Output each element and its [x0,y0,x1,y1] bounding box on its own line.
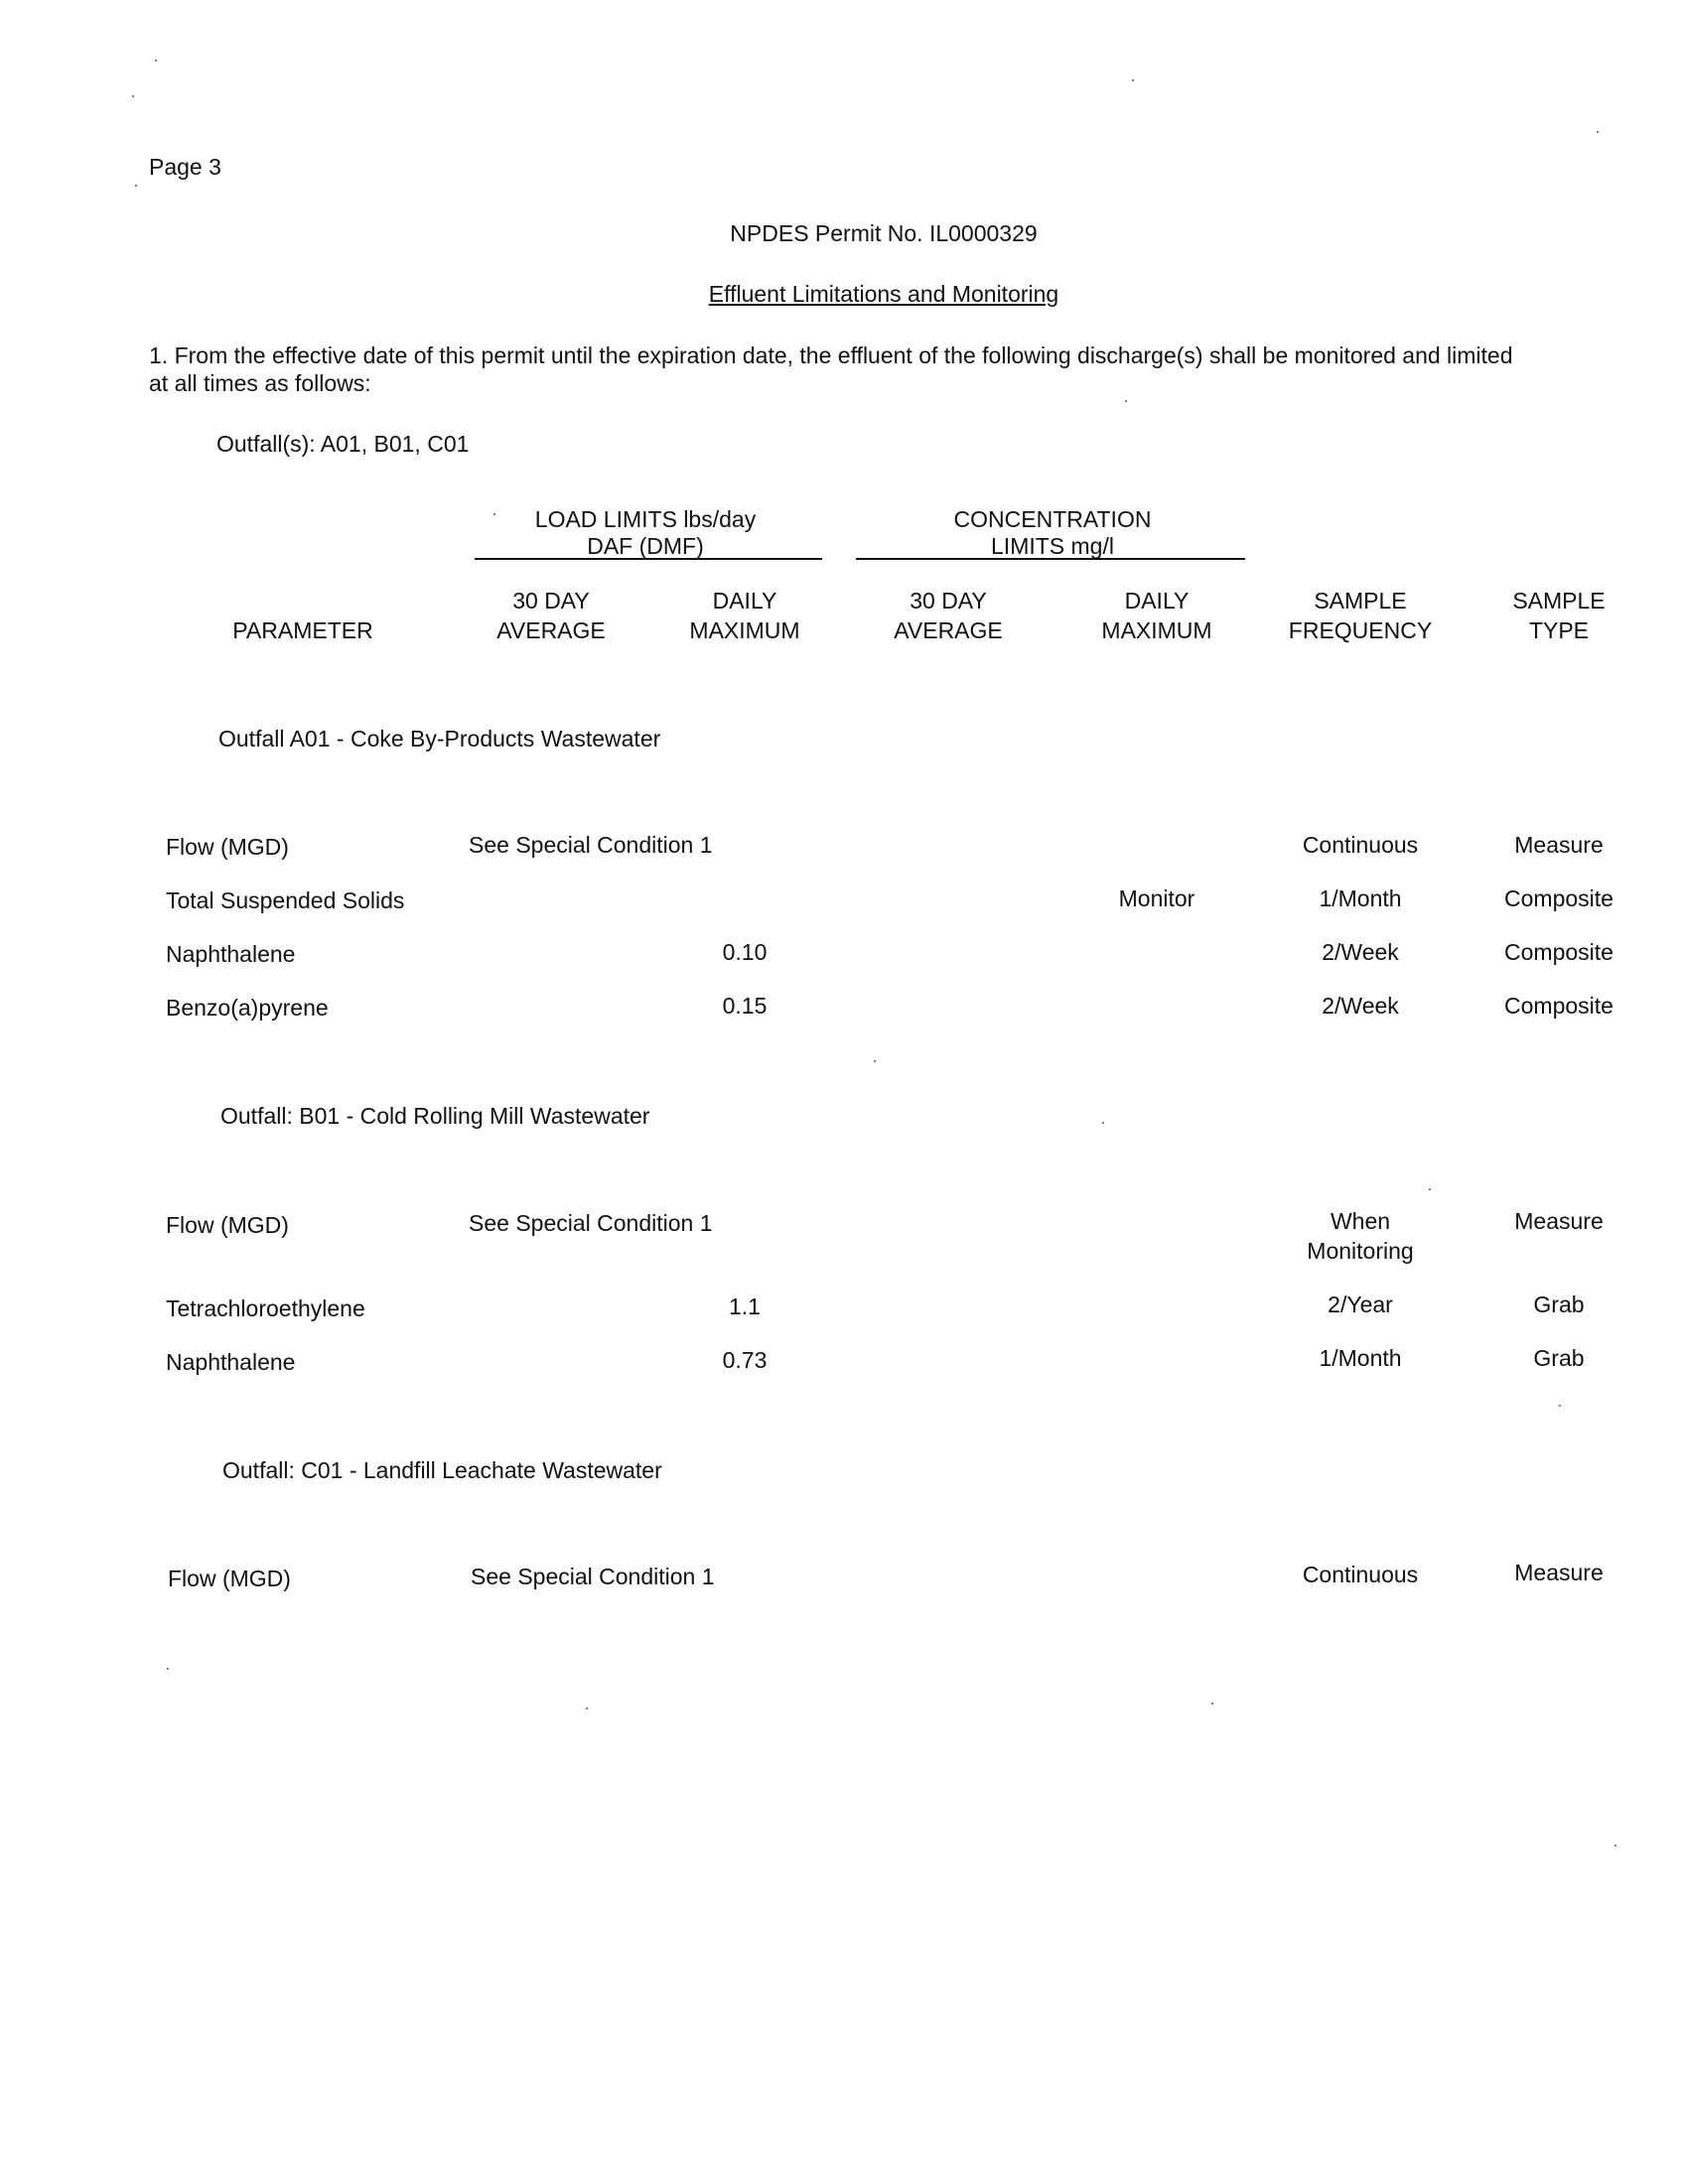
row-frequency: 2/Week [1322,993,1399,1019]
row-conc-daily: Monitor [1118,886,1195,911]
row-load-note: See Special Condition 1 [469,1210,713,1236]
row-load-note: See Special Condition 1 [469,832,713,858]
sample-frequency-header: SAMPLE FREQUENCY [1288,588,1433,643]
load-limits-sub [477,531,814,561]
load-limits-line2: DAF (DMF) [587,533,704,559]
row-frequency: 2/Year [1328,1292,1393,1317]
load-30day-header: 30 DAY AVERAGE [496,588,606,643]
row-parameter: Naphthalene [166,941,296,967]
row-parameter: Flow (MGD) [166,1212,289,1238]
conc-30day-header: 30 DAY AVERAGE [894,588,1003,643]
row-parameter: Flow (MGD) [166,834,289,860]
row-type: Composite [1504,993,1614,1019]
row-parameter: Tetrachloroethylene [166,1296,365,1321]
row-frequency: 1/Month [1319,886,1402,911]
row-frequency: 1/Month [1319,1345,1402,1371]
sample-type-header: SAMPLE TYPE [1512,588,1606,643]
conc-daily-header: DAILY MAXIMUM [1101,588,1212,643]
conc-limits-line1: CONCENTRATION [953,506,1152,532]
row-type: Grab [1533,1292,1585,1317]
row-type: Measure [1514,1560,1604,1585]
load-limits-label [477,504,814,534]
section-title: Effluent Limitations and Monitoring [708,281,1059,307]
row-type: Measure [1514,832,1604,858]
row-load-note: See Special Condition 1 [471,1564,715,1589]
row-type: Grab [1533,1345,1585,1371]
conc-limits-rule [856,558,1245,560]
row-frequency: When Monitoring [1307,1208,1414,1264]
parameter-header: PARAMETER [232,617,373,643]
permit-title: NPDES Permit No. IL0000329 [730,220,1038,246]
row-parameter: Benzo(a)pyrene [166,995,329,1021]
row-type: Composite [1504,939,1614,965]
row-parameter: Naphthalene [166,1349,296,1375]
intro-paragraph-line2: at all times as follows: [149,370,371,396]
conc-limits-label [854,504,1251,534]
row-frequency: Continuous [1302,1562,1419,1587]
row-load-daily: 0.10 [722,939,768,965]
row-load-daily: 0.73 [722,1347,768,1373]
row-type: Composite [1504,886,1614,911]
row-load-daily: 0.15 [722,993,768,1019]
row-type: Measure [1514,1208,1604,1234]
load-limits-line1: LOAD LIMITS lbs/day [534,506,757,532]
section-title-b01: Outfall: B01 - Cold Rolling Mill Wastewater [220,1103,650,1129]
row-parameter: Total Suspended Solids [166,887,405,913]
conc-limits-sub [854,531,1251,561]
load-limits-rule [475,558,822,560]
load-daily-header: DAILY MAXIMUM [689,588,800,643]
intro-paragraph-line1: 1. From the effective date of this permit until the expiration date, the effluent of the following discharge(s) shall be monitored and limited [149,342,1513,368]
section-title-a01: Outfall A01 - Coke By-Products Wastewater [218,726,661,751]
conc-limits-line2: LIMITS mg/l [991,533,1114,559]
outfalls-label: Outfall(s): A01, B01, C01 [216,431,470,457]
row-frequency: 2/Week [1322,939,1399,965]
section-title-c01: Outfall: C01 - Landfill Leachate Wastewater [222,1457,662,1483]
row-frequency: Continuous [1302,832,1419,858]
page-number: Page 3 [149,154,221,180]
row-load-daily: 1.1 [729,1294,761,1319]
row-parameter: Flow (MGD) [168,1566,291,1591]
